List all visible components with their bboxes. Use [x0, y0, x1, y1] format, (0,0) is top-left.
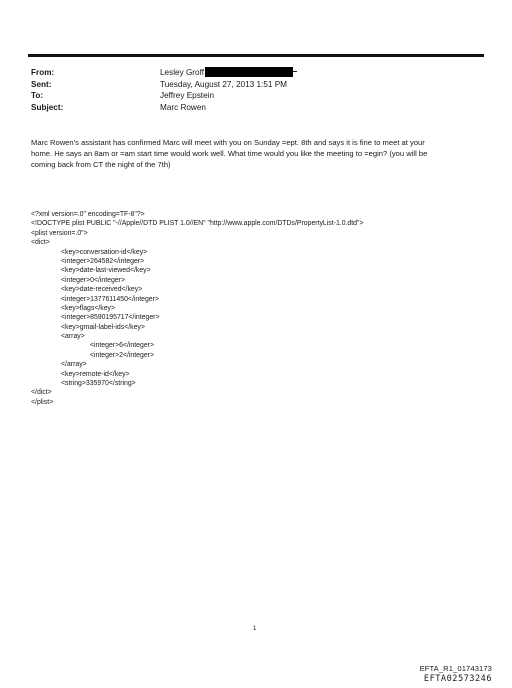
- from-label: From:: [31, 68, 55, 78]
- code-line-12: <integer>2</integer>: [90, 351, 154, 359]
- from-row: [31, 67, 297, 79]
- code-line-4: <integer>0</integer>: [61, 276, 125, 284]
- bates-number-secondary: EFTA02573246: [423, 674, 492, 684]
- dict-close: </dict>: [31, 389, 52, 397]
- redaction-tail: [293, 71, 297, 72]
- from-value: [160, 67, 297, 78]
- subject-value: Marc Rowen: [160, 102, 206, 112]
- header-rule: [28, 54, 484, 57]
- code-line-10: <array>: [61, 333, 85, 341]
- doctype-line: <!DOCTYPE plist PUBLIC "-//Apple//DTD PLIST 1.0//EN" "http://www.apple.com/DTDs/PropertyList-1.0.dtd">: [31, 220, 364, 228]
- to-row: [31, 90, 297, 102]
- code-line-6: <integer>1377611450</integer>: [61, 295, 159, 303]
- code-line-15: <string>335970</string>: [61, 380, 136, 388]
- code-line-14: <key>remote-id</key>: [61, 370, 130, 378]
- page-number: 1: [253, 626, 257, 632]
- body-line-2: home. He says an 8am or =am start time would work well. What time would you like the meeting to =egin? (you will be: [31, 149, 428, 159]
- code-line-13: </array>: [61, 361, 87, 369]
- email-body: [31, 137, 486, 171]
- sender-name: Lesley Groff: [160, 68, 204, 78]
- subject-label: Subject:: [31, 102, 64, 112]
- to-label: To:: [31, 91, 44, 101]
- code-line-1: <key>conversation-id</key>: [61, 248, 148, 256]
- code-line-3: <key>date-last-viewed</key>: [61, 267, 151, 275]
- to-value: Jeffrey Epstein: [160, 91, 215, 101]
- sent-row: [31, 79, 297, 91]
- sent-value: Tuesday, August 27, 2013 1:51 PM: [160, 79, 287, 89]
- subject-row: [31, 102, 297, 114]
- plist-close: </plist>: [31, 398, 54, 406]
- code-line-11: <integer>6</integer>: [90, 342, 154, 350]
- plist-block: [31, 210, 364, 407]
- bates-number-primary: EFTA_R1_01743173: [419, 664, 492, 673]
- xml-declaration: <?xml version=.0" encoding=TF-8"?>: [31, 211, 145, 218]
- dict-open: <dict>: [31, 239, 50, 247]
- email-header: [31, 67, 297, 113]
- plist-open: <plist version=.0">: [31, 229, 88, 237]
- code-line-7: <key>flags</key>: [61, 304, 116, 312]
- body-line-3: coming back from CT the night of the 7th): [31, 160, 171, 170]
- code-line-8: <integer>8590195717</integer>: [61, 314, 160, 322]
- sent-label: Sent:: [31, 79, 52, 89]
- code-line-2: <integer>264582</integer>: [61, 257, 145, 265]
- code-line-5: <key>date-received</key>: [61, 286, 143, 294]
- redaction-block: [205, 67, 293, 77]
- code-line-9: <key>gmail-label-ids</key>: [61, 323, 145, 331]
- body-line-1: Marc Rowen's assistant has confirmed Marc will meet with you on Sunday =ept. 8th and says it is fine to meet at your: [31, 138, 425, 147]
